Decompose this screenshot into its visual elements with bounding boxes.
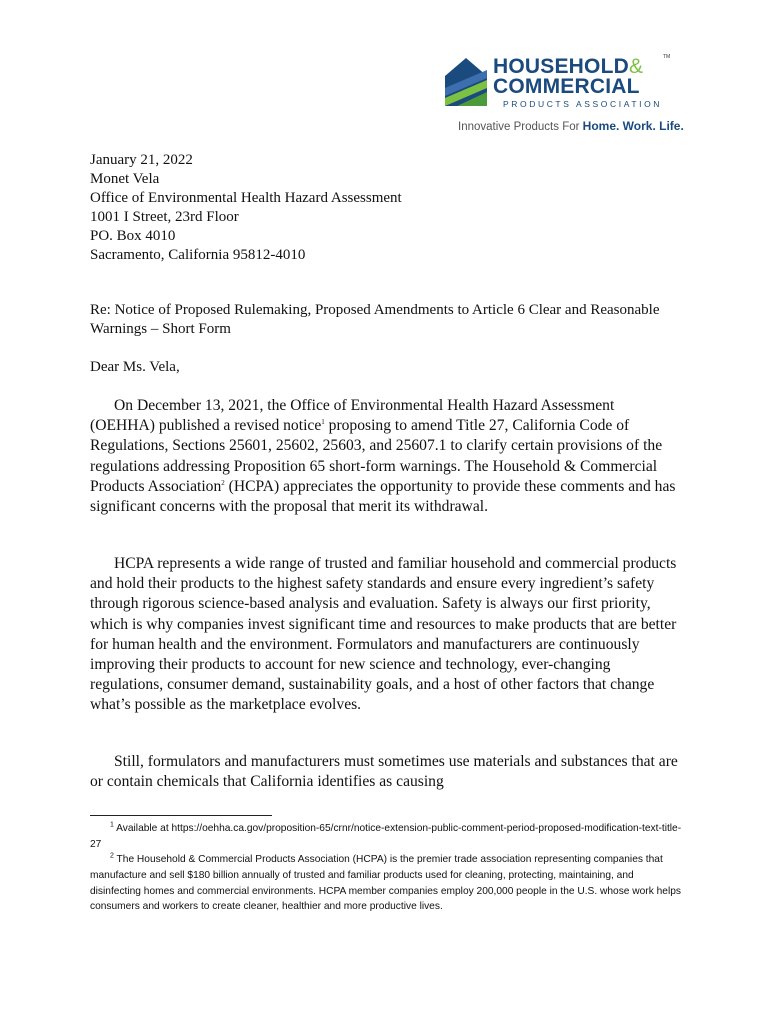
body-paragraph-2: HCPA represents a wide range of trusted and familiar household and commercial products and hold their products to the highest safety standards and ensure every ingredient’s safety through rigorous science-based analysis and evaluation. Safety is always our first priority, which is why companies invest significant time and resources to make products that are better for human health and the environment. Formulators and manufacturers are continuously improving their products to account for new science and technology, ever-changing regulations, consumer demand, sustainability goals, and a host of other factors that change what’s possible as the marketplace evolves. <box>90 555 677 714</box>
tagline-bold: Home. Work. Life. <box>582 119 684 133</box>
logo-line-commercial: COMMERCIAL <box>493 75 640 98</box>
footnote-1-text: Available at https://oehha.ca.gov/proposition-65/crnr/notice-extension-public-comment-period-proposed-modification-text-title-27 <box>90 823 682 850</box>
address-block <box>90 151 680 265</box>
footnote-2-number: 2 <box>110 852 114 860</box>
body-paragraph-1: On December 13, 2021, the Office of Environmental Health Hazard Assessment (OEHHA) published a revised notice$^1$ proposing to amend Title 27, California Code of Regulations, Sections 25601, 25602, 25603, and 25607.1 to clarify certain provisions of the regulations addressing Proposition 65 short-form warnings. The Household & Commercial Products Association$^2$ (HCPA) appreciates the opportunity to provide these comments and has significant concerns with the proposal that merit its withdrawal. <box>90 397 676 516</box>
recipient-city: Sacramento, California 95812-4010 <box>90 247 306 263</box>
salutation: Dear Ms. Vela, <box>90 359 180 375</box>
trademark-mark: TM <box>663 54 671 60</box>
recipient-pobox: PO. Box 4010 <box>90 228 176 244</box>
body-paragraph-3: Still, formulators and manufacturers must sometimes use materials and substances that are or contain chemicals that California identifies as causing <box>90 753 678 791</box>
logo-line-products-association: PRODUCTS ASSOCIATION <box>503 99 663 109</box>
logo-ampersand: & <box>628 55 644 78</box>
recipient-office: Office of Environmental Health Hazard Assessment <box>90 190 402 206</box>
letter-date: January 21, 2022 <box>90 152 193 168</box>
recipient-name: Monet Vela <box>90 171 160 187</box>
subject-line: Re: Notice of Proposed Rulemaking, Proposed Amendments to Article 6 Clear and Reasonable Warnings – Short Form <box>90 302 660 337</box>
footnote-2 <box>90 852 682 915</box>
footnote-separator <box>90 815 272 816</box>
footnote-1 <box>90 821 682 853</box>
logo-line-household: HOUSEHOLD& <box>493 55 644 78</box>
footnote-ref-2: 2 <box>221 478 225 487</box>
footnote-2-text: The Household & Commercial Products Association (HCPA) is the premier trade association representing companies that manufacture and sell $180 billion annually of trusted and familiar products used for cleaning, protecting, maintaining, and disinfecting homes and commercial environments. HCPA member companies employ 200,000 people in the U.S. whose work helps consumers and workers to create cleaner, healthier and more productive lives. <box>90 854 681 913</box>
house-roof-logo-icon <box>443 56 489 108</box>
logo-tagline: Innovative Products For Home. Work. Life. <box>458 119 684 133</box>
footnote-1-number: 1 <box>110 821 114 829</box>
recipient-street: 1001 I Street, 23rd Floor <box>90 209 239 225</box>
footnote-ref-1: 1 <box>321 418 325 427</box>
